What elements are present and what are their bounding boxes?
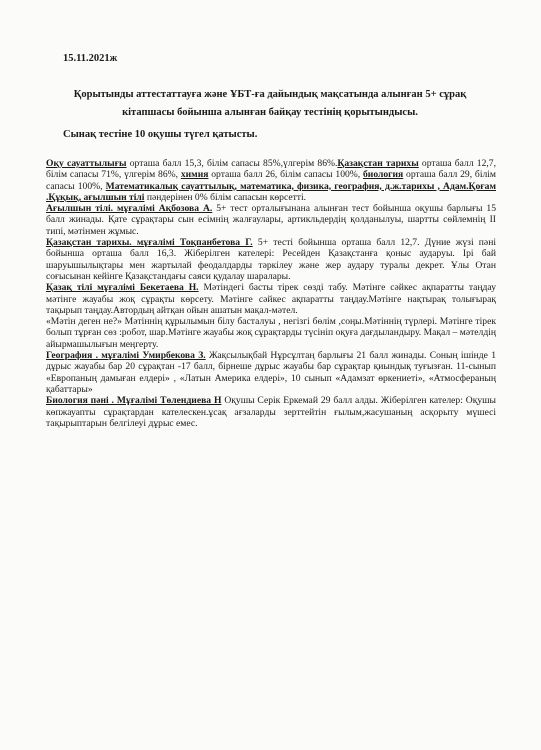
title-line-1: Қорытынды аттестаттауға және ҰБТ-ға дайындық мақсатында алынған 5+ сұрақ (73, 89, 467, 100)
title-line-2: кітапшасы бойынша алынған байқау тестінің қорытындысы. (122, 107, 418, 118)
subject-others-result: пәндерінен 0% білім сапасын көрсетті. (144, 191, 307, 203)
subject-history-result: орташа балл 12,7, білім сапасы 71%, үлгерім 86%, (46, 158, 496, 181)
geography-heading: География . мұғалімі Умирбекова З. (46, 350, 206, 362)
summary-paragraph (46, 158, 496, 203)
geography-text: Жақсылықбай Нұрсұлтаң барлығы 21 балл жинады. Соның ішінде 1 дұрыс жауабы бар 20 сұрақтан -17 балл, бірнеше дұрыс жауабы бар сұрақтар қиындық туғызған. 11-сынып «Европаның дамыған елдері» , «Латын Америка елдері», 10 сынып «Адамзат өркениеті», «Атмосфераның қабаттары» (46, 350, 496, 395)
kazakh-text-2: «Мәтін деген не?» Мәтіннің құрылымын білу басталуы , негізгі бөлім ,соңы.Мәтіннің түрлері. Мәтінге тірек болып тұрған сөз :робот, шар.Мәтінге жауабы жоқ сұрақтарды түсініп оқуға дағдыландыру. Мақал – мәтелдің айырмашылығын меңгерту. (46, 316, 496, 350)
kazakh-section-continued (46, 316, 496, 350)
english-heading: Ағылшын тілі. мұғалімі Ақбозова А. (46, 203, 213, 215)
history-heading: Қазақстан тарихы. мұғалімі Тоқпанбетова Г. (46, 237, 253, 249)
subject-literacy-heading: Оқу сауаттылығы (46, 158, 127, 169)
subject-biology-result: орташа балл 29, білім сапасы 100%, (46, 169, 497, 192)
biology-section (46, 395, 496, 429)
subject-others-heading: Математикалық сауаттылық, математика, физика, география, д.ж.тарихы , Адам.Қоғам .Құқық, ағылшын тілі (46, 180, 496, 203)
document-date: 15.11.2021ж (63, 53, 118, 64)
document-title (60, 86, 480, 122)
subject-literacy-result: орташа балл 15,3, білім сапасы 85%,үлгерім 86%. (126, 158, 338, 169)
english-section (46, 203, 496, 237)
kazakh-heading: Қазақ тілі мұғалімі Бекетаева Н. (46, 282, 199, 294)
subject-biology-heading: биология (363, 169, 404, 181)
english-text: 5+ тест орталығынана алынған тест бойынша оқушы барлығы 15 балл жинады. Қате сұрақтары сын есімнің жалғаулары, артикльдердің қолданылуы, шартты сөйлемнің II типі, мәтінмен жұмыс. (46, 203, 496, 237)
geography-section (46, 350, 496, 395)
kazakh-text: Мәтіндегі басты тірек сөзді табу. Мәтінге сәйкес ақпаратты таңдау мәтінге жауабы жоқ сұрақты көрсету. Мәтінге сәйкес ақпаратты таңдау.Мәтінге нақтырақ толығырақ тақырып таңдау.Автордың айтқан ойын ашатын мақал-мәтел. (46, 282, 496, 316)
subject-chemistry-heading: химия (180, 169, 209, 181)
biology-text: Оқушы Серік Еркемай 29 балл алды. Жіберілген кателер: Оқушы көпжауапты сұрақтардан кателескен.ұсақ ағзаларды зерттейтін ғылым,жасушаның асқорыту мүшесі тақырыптарын белгілеуі дұрыс емес. (46, 395, 496, 429)
kazakh-section (46, 282, 496, 316)
report-body (46, 158, 496, 429)
participation-note: Сынақ тестіне 10 оқушы түгел қатысты. (63, 129, 258, 140)
subject-history-heading: Қазақстан тарихы (337, 158, 419, 169)
history-section (46, 237, 496, 282)
history-text: 5+ тесті бойынша орташа балл 12,7. Дүние жүзі пәні бойынша орташа балл 16,3. Жіберілген кателері: Ресейден Қазақстанға қоныс аударуы. Ірі бай шаруышылықтары мен жартылай феодалдарды тәркілеу және жер аудару туралы декрет. Ұлы Отан соғысынан кейінге Қазақстандағы саяси қудалау шаралары. (46, 237, 496, 282)
subject-chemistry-result: орташа балл 26, білім сапасы 100%, (208, 169, 363, 181)
biology-heading: Биология пәні . Мұғалімі Төлендиева Н (46, 395, 222, 407)
